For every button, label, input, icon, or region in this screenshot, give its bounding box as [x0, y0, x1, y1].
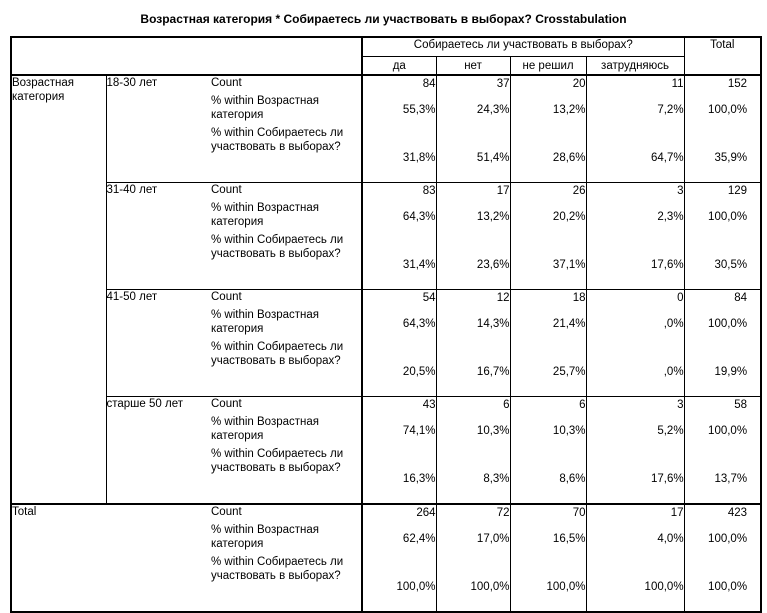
- table-cell: 31,8%: [362, 126, 436, 183]
- table-cell: 100,0%: [586, 555, 684, 612]
- table-cell: 13,2%: [510, 94, 586, 126]
- table-cell: 6: [510, 397, 586, 416]
- age-group-label: 31-40 лет: [106, 183, 211, 290]
- table-cell: 37: [436, 75, 510, 94]
- total-cell: 152: [684, 75, 761, 94]
- table-cell: 64,3%: [362, 308, 436, 340]
- statistic-label: % within Собираетесь ли участвовать в выборах?: [211, 448, 344, 474]
- header-row-1: [11, 37, 761, 57]
- table-cell: 8,6%: [510, 447, 586, 504]
- total-cell: 13,7%: [684, 447, 761, 504]
- table-cell: 64,3%: [362, 201, 436, 233]
- total-cell: 19,9%: [684, 340, 761, 397]
- table-row: [11, 397, 761, 416]
- age-group-label: 41-50 лет: [106, 290, 211, 397]
- statistic-label: Count: [211, 397, 362, 416]
- table-cell: 23,6%: [436, 233, 510, 290]
- table-cell: 20: [510, 75, 586, 94]
- total-cell: 423: [684, 504, 761, 523]
- table-cell: 100,0%: [510, 555, 586, 612]
- table-cell: 100,0%: [436, 555, 510, 612]
- table-cell: 17: [436, 183, 510, 202]
- table-cell: 16,5%: [510, 523, 586, 555]
- total-cell: 35,9%: [684, 126, 761, 183]
- table-cell: 5,2%: [586, 415, 684, 447]
- table-cell: 18: [510, 290, 586, 309]
- total-cell: 100,0%: [684, 201, 761, 233]
- table-cell: 26: [510, 183, 586, 202]
- column-header-da: да: [362, 57, 436, 76]
- column-variable-header: Собираетесь ли участвовать в выборах?: [362, 37, 684, 57]
- table-cell: 4,0%: [586, 523, 684, 555]
- statistic-label: % within Собираетесь ли участвовать в выборах?: [211, 341, 344, 367]
- table-cell: 70: [510, 504, 586, 523]
- age-group-label: 18-30 лет: [106, 75, 211, 183]
- row-variable-label: Возрастная категория: [11, 75, 106, 504]
- table-cell: 11: [586, 75, 684, 94]
- total-cell: 100,0%: [684, 94, 761, 126]
- table-cell: 37,1%: [510, 233, 586, 290]
- table-cell: 0: [586, 290, 684, 309]
- column-header-net: нет: [436, 57, 510, 76]
- age-group-label: старше 50 лет: [106, 397, 211, 505]
- statistic-label: Count: [211, 183, 362, 202]
- table-cell: 72: [436, 504, 510, 523]
- table-cell: 12: [436, 290, 510, 309]
- statistic-label: Count: [211, 290, 362, 309]
- table-cell: 7,2%: [586, 94, 684, 126]
- table-cell: 6: [436, 397, 510, 416]
- total-cell: 100,0%: [684, 555, 761, 612]
- table-cell: 43: [362, 397, 436, 416]
- table-cell: 20,2%: [510, 201, 586, 233]
- table-cell: 84: [362, 75, 436, 94]
- statistic-label: % within Возрастная категория: [211, 309, 320, 335]
- table-cell: 10,3%: [510, 415, 586, 447]
- table-cell: 16,7%: [436, 340, 510, 397]
- total-cell: 84: [684, 290, 761, 309]
- crosstab-table: [10, 36, 762, 613]
- table-cell: 17,6%: [586, 233, 684, 290]
- table-cell: 51,4%: [436, 126, 510, 183]
- table-cell: 74,1%: [362, 415, 436, 447]
- statistic-label: Count: [211, 504, 362, 523]
- table-cell: 100,0%: [362, 555, 436, 612]
- column-header-zatrudnyayus: затрудняюсь: [586, 57, 684, 76]
- table-cell: 10,3%: [436, 415, 510, 447]
- table-cell: 24,3%: [436, 94, 510, 126]
- table-cell: ,0%: [586, 340, 684, 397]
- total-cell: 30,5%: [684, 233, 761, 290]
- total-cell: 100,0%: [684, 415, 761, 447]
- table-cell: 3: [586, 183, 684, 202]
- table-row: [11, 75, 761, 94]
- table-cell: 55,3%: [362, 94, 436, 126]
- statistic-label: % within Возрастная категория: [211, 202, 320, 228]
- statistic-label: % within Возрастная категория: [211, 416, 320, 442]
- column-header-ne-reshil: не решил: [510, 57, 586, 76]
- table-cell: 21,4%: [510, 308, 586, 340]
- table-cell: 62,4%: [362, 523, 436, 555]
- table-cell: 64,7%: [586, 126, 684, 183]
- table-cell: ,0%: [586, 308, 684, 340]
- total-row-label: Total: [11, 504, 211, 612]
- header-corner-cell: [11, 37, 362, 75]
- table-cell: 8,3%: [436, 447, 510, 504]
- statistic-label: % within Возрастная категория: [211, 524, 320, 550]
- table-cell: 17,6%: [586, 447, 684, 504]
- statistic-label: % within Собираетесь ли участвовать в выборах?: [211, 556, 344, 582]
- table-title: Возрастная категория * Собираетесь ли участвовать в выборах? Crosstabulation: [140, 12, 627, 26]
- table-cell: 3: [586, 397, 684, 416]
- total-cell: 100,0%: [684, 308, 761, 340]
- table-row: [11, 290, 761, 309]
- statistic-label: Count: [211, 75, 362, 94]
- total-cell: 58: [684, 397, 761, 416]
- table-cell: 16,3%: [362, 447, 436, 504]
- statistic-label: % within Возрастная категория: [211, 95, 320, 121]
- table-cell: 31,4%: [362, 233, 436, 290]
- table-cell: 13,2%: [436, 201, 510, 233]
- table-cell: 83: [362, 183, 436, 202]
- total-cell: 129: [684, 183, 761, 202]
- table-cell: 20,5%: [362, 340, 436, 397]
- table-cell: 2,3%: [586, 201, 684, 233]
- table-row: [11, 183, 761, 202]
- table-cell: 14,3%: [436, 308, 510, 340]
- table-row: [11, 504, 761, 523]
- statistic-label: % within Собираетесь ли участвовать в выборах?: [211, 234, 344, 260]
- total-column-header: Total: [684, 37, 761, 75]
- statistic-label: % within Собираетесь ли участвовать в выборах?: [211, 127, 344, 153]
- table-cell: 54: [362, 290, 436, 309]
- total-cell: 100,0%: [684, 523, 761, 555]
- table-cell: 17: [586, 504, 684, 523]
- table-cell: 28,6%: [510, 126, 586, 183]
- table-cell: 264: [362, 504, 436, 523]
- table-cell: 17,0%: [436, 523, 510, 555]
- table-cell: 25,7%: [510, 340, 586, 397]
